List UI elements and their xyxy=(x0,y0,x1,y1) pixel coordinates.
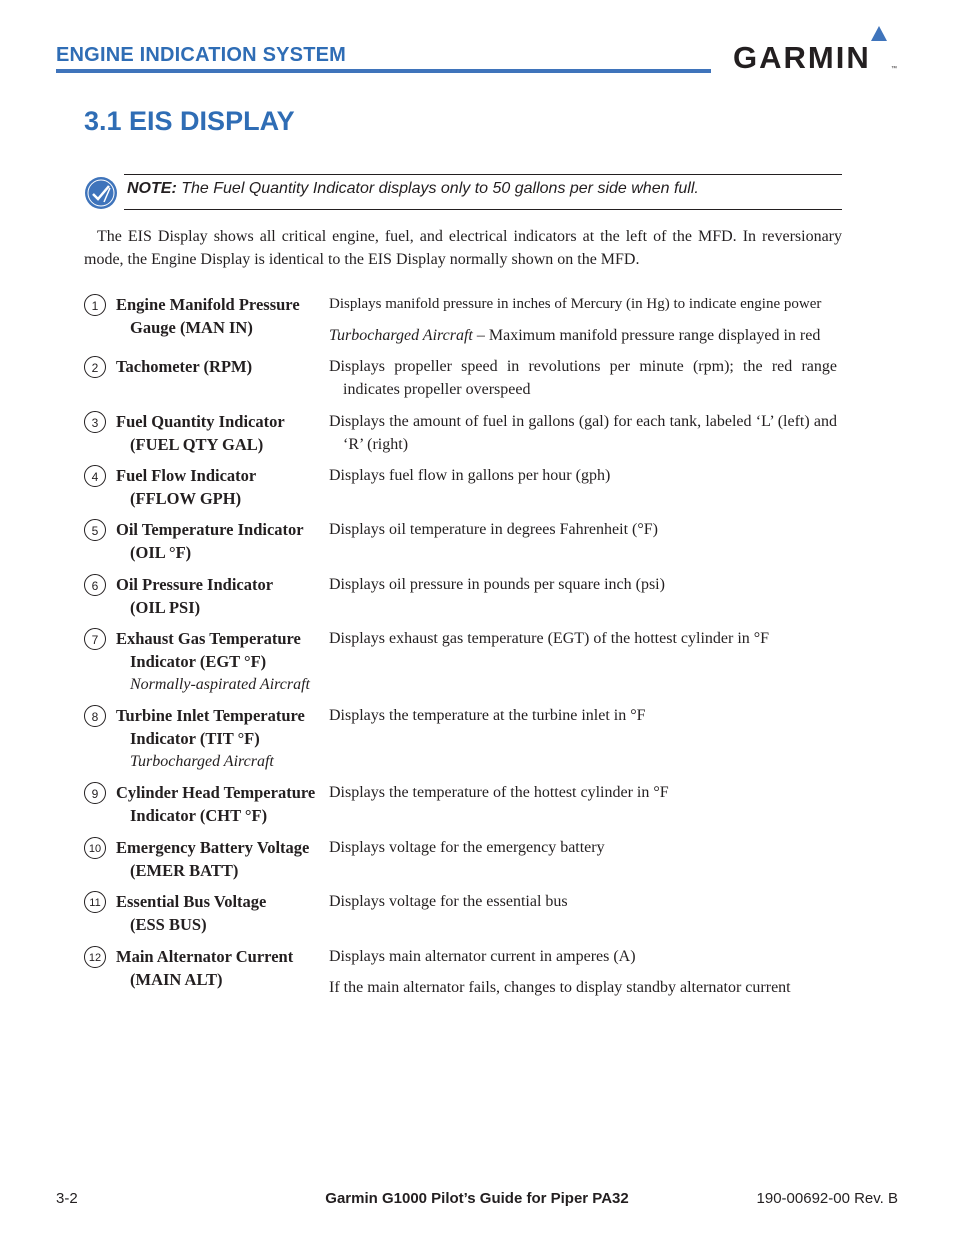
header-rule xyxy=(56,69,711,73)
item-term-line1: Fuel Quantity Indicator xyxy=(116,412,285,431)
item-description-text: Displays the temperature at the turbine inlet in °F xyxy=(329,707,646,724)
item-term-line2: (OIL PSI) xyxy=(130,598,201,617)
item-description xyxy=(329,890,837,921)
item-term-line1: Tachometer (RPM) xyxy=(116,357,253,376)
item-term-line1: Fuel Flow Indicator xyxy=(116,466,257,485)
item-term-line1: Main Alternator Current xyxy=(116,947,294,966)
item-term-line2: (EMER BATT) xyxy=(130,861,239,880)
item-term-line2: (FUEL QTY GAL) xyxy=(130,435,264,454)
item-term-line2: Indicator (CHT °F) xyxy=(130,806,268,825)
item-description-extra xyxy=(329,324,837,347)
item-term-line2: Indicator (EGT °F) xyxy=(130,652,267,671)
item-description-text: Displays the amount of fuel in gallons (gal) for each tank, labeled ‘L’ (left) and ‘R’ (right) xyxy=(329,413,837,453)
item-term xyxy=(116,355,331,378)
item-number-badge: 8 xyxy=(84,705,106,727)
item-number-badge: 9 xyxy=(84,782,106,804)
item-term-line2: (FFLOW GPH) xyxy=(130,489,242,508)
item-number-badge: 6 xyxy=(84,574,106,596)
item-number-badge: 11 xyxy=(84,891,106,913)
note-top-rule xyxy=(124,174,842,175)
item-term-qualifier: Normally-aspirated Aircraft xyxy=(130,676,310,693)
item-description-text: Displays fuel flow in gallons per hour (gph) xyxy=(329,467,611,484)
header-section-label: ENGINE INDICATION SYSTEM xyxy=(56,44,347,66)
logo-trademark: ™ xyxy=(891,66,897,72)
item-term-line2: Indicator (TIT °F) xyxy=(130,729,260,748)
item-description-qualifier: Turbocharged Aircraft xyxy=(329,327,473,344)
item-term xyxy=(116,704,331,773)
item-term xyxy=(116,781,331,827)
item-number-badge: 1 xyxy=(84,294,106,316)
item-number-badge: 12 xyxy=(84,946,106,968)
item-number-badge: 4 xyxy=(84,465,106,487)
item-description xyxy=(329,518,837,549)
item-number-badge: 3 xyxy=(84,411,106,433)
item-number-badge: 5 xyxy=(84,519,106,541)
garmin-logo xyxy=(733,26,903,78)
footer-doc-number: 190-00692-00 Rev. B xyxy=(756,1190,898,1207)
note-bottom-rule xyxy=(124,209,842,210)
item-description-text: Displays oil pressure in pounds per square inch (psi) xyxy=(329,576,665,593)
item-term xyxy=(116,627,331,696)
item-number-badge: 10 xyxy=(84,837,106,859)
item-description xyxy=(329,945,837,1007)
item-term-line1: Emergency Battery Voltage xyxy=(116,838,310,857)
item-term xyxy=(116,836,331,882)
item-number-badge: 7 xyxy=(84,628,106,650)
item-description xyxy=(329,355,837,409)
item-description-extra-text: If the main alternator fails, changes to display standby alternator current xyxy=(329,979,791,996)
item-description xyxy=(329,573,837,604)
item-term-line2: (MAIN ALT) xyxy=(130,970,223,989)
item-term-line1: Cylinder Head Temperature xyxy=(116,783,316,802)
item-term-line1: Turbine Inlet Temperature xyxy=(116,706,305,725)
logo-triangle-icon xyxy=(871,26,887,41)
item-term-line2: (OIL °F) xyxy=(130,543,192,562)
footer-title: Garmin G1000 Pilot’s Guide for Piper PA32 xyxy=(325,1190,629,1207)
item-number-badge: 2 xyxy=(84,356,106,378)
item-description xyxy=(329,704,837,735)
item-term-qualifier: Turbocharged Aircraft xyxy=(130,753,274,770)
item-term xyxy=(116,573,331,619)
item-term xyxy=(116,293,331,339)
item-term-line1: Essential Bus Voltage xyxy=(116,892,267,911)
logo-text: GARMIN xyxy=(733,40,871,75)
item-description xyxy=(329,410,837,464)
note-body: The Fuel Quantity Indicator displays only to 50 gallons per side when full. xyxy=(176,180,699,197)
item-description xyxy=(329,627,837,658)
item-term xyxy=(116,518,331,564)
item-term xyxy=(116,890,331,936)
item-description-extra-text: – Maximum manifold pressure range displayed in red xyxy=(472,327,821,344)
item-description xyxy=(329,464,837,495)
item-description-text: Displays the temperature of the hottest cylinder in °F xyxy=(329,784,669,801)
item-term xyxy=(116,410,331,456)
item-description-text: Displays voltage for the emergency battery xyxy=(329,839,605,856)
item-term-line1: Exhaust Gas Temperature xyxy=(116,629,301,648)
item-term-line1: Oil Temperature Indicator xyxy=(116,520,304,539)
item-description-text: Displays exhaust gas temperature (EGT) of the hottest cylinder in °F xyxy=(329,630,770,647)
item-description-text: Displays manifold pressure in inches of Mercury (in Hg) to indicate engine power xyxy=(329,296,822,312)
item-term-line2: Gauge (MAN IN) xyxy=(130,318,253,337)
item-term xyxy=(116,464,331,510)
item-description xyxy=(329,293,837,355)
item-term xyxy=(116,945,331,991)
footer-page-number: 3-2 xyxy=(56,1190,78,1207)
note-text xyxy=(127,180,699,198)
item-description-extra xyxy=(329,976,837,999)
section-title: 3.1 EIS DISPLAY xyxy=(84,106,295,136)
item-description xyxy=(329,781,837,812)
item-description-text: Displays propeller speed in revolutions per minute (rpm); the red range indicates propeller overspeed xyxy=(329,358,837,398)
note-label: NOTE: xyxy=(127,180,177,197)
pencil-check-icon xyxy=(84,176,118,210)
item-description-text: Displays oil temperature in degrees Fahrenheit (°F) xyxy=(329,521,658,538)
item-description xyxy=(329,836,837,867)
item-term-line1: Engine Manifold Pressure xyxy=(116,295,300,314)
item-term-line2: (ESS BUS) xyxy=(130,915,207,934)
item-term-line1: Oil Pressure Indicator xyxy=(116,575,274,594)
intro-paragraph: The EIS Display shows all critical engine, fuel, and electrical indicators at the left of the MFD. In reversionary mode, the Engine Display is identical to the EIS Display normally shown on the MFD. xyxy=(84,228,842,268)
item-description-text: Displays voltage for the essential bus xyxy=(329,893,568,910)
item-description-text: Displays main alternator current in amperes (A) xyxy=(329,948,636,965)
